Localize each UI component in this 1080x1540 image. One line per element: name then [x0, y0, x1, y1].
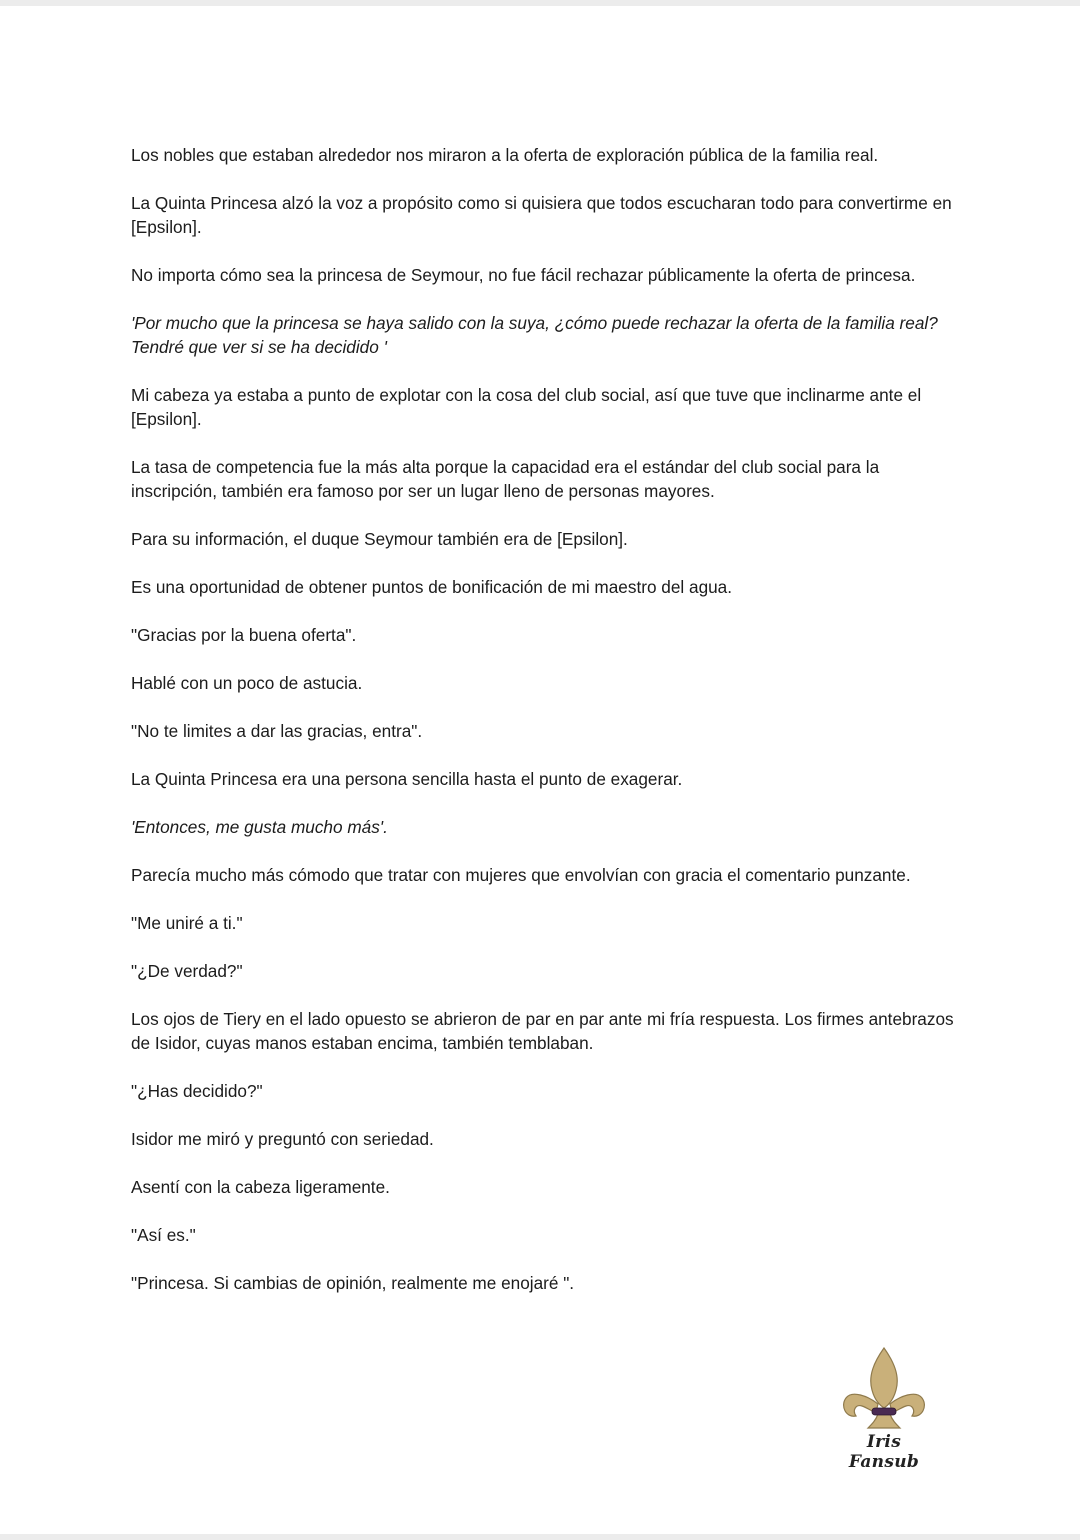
paragraph: Hablé con un poco de astucia. — [131, 673, 363, 693]
paragraph: Para su información, el duque Seymour también era de [Epsilon]. — [131, 529, 628, 549]
logo-text: Iris Fansub — [848, 1432, 920, 1472]
iris-fansub-logo — [834, 1346, 934, 1472]
paragraph: "Así es." — [131, 1225, 196, 1245]
paragraph: "Princesa. Si cambias de opinión, realmente me enojaré ". — [131, 1273, 575, 1293]
paragraph: 'Por mucho que la princesa se haya salido con la suya, ¿cómo puede rechazar la oferta de la familia real? Tendré que ver si se ha decidido ' — [131, 313, 938, 357]
fleur-de-lis-icon — [838, 1346, 930, 1432]
paragraph: La Quinta Princesa alzó la voz a propósito como si quisiera que todos escucharan todo para convertirme en [Epsilon]. — [131, 193, 952, 237]
paragraph: "Gracias por la buena oferta". — [131, 625, 357, 645]
paragraph: "¿De verdad?" — [131, 961, 243, 981]
document-body — [131, 143, 961, 1319]
paragraph: Parecía mucho más cómodo que tratar con mujeres que envolvían con gracia el comentario punzante. — [131, 865, 911, 885]
paragraph: "¿Has decidido?" — [131, 1081, 263, 1101]
paragraph: Los nobles que estaban alrededor nos miraron a la oferta de exploración pública de la familia real. — [131, 145, 879, 165]
document-page — [0, 6, 1080, 1534]
paragraph: Asentí con la cabeza ligeramente. — [131, 1177, 390, 1197]
paragraph: Mi cabeza ya estaba a punto de explotar con la cosa del club social, así que tuve que inclinarme ante el [Epsilon]. — [131, 385, 922, 429]
paragraph: Los ojos de Tiery en el lado opuesto se abrieron de par en par ante mi fría respuesta. Los firmes antebrazos de Isidor, cuyas manos estaban encima, también temblaban. — [131, 1009, 954, 1053]
paragraph: "No te limites a dar las gracias, entra". — [131, 721, 423, 741]
paragraph: La tasa de competencia fue la más alta porque la capacidad era el estándar del club social para la inscripción, también era famoso por ser un lugar lleno de personas mayores. — [131, 457, 880, 501]
paragraph: La Quinta Princesa era una persona sencilla hasta el punto de exagerar. — [131, 769, 683, 789]
paragraph: "Me uniré a ti." — [131, 913, 243, 933]
paragraph: Es una oportunidad de obtener puntos de bonificación de mi maestro del agua. — [131, 577, 733, 597]
paragraph: 'Entonces, me gusta mucho más'. — [131, 817, 388, 837]
paragraph: No importa cómo sea la princesa de Seymour, no fue fácil rechazar públicamente la oferta de princesa. — [131, 265, 916, 285]
paragraph: Isidor me miró y preguntó con seriedad. — [131, 1129, 434, 1149]
